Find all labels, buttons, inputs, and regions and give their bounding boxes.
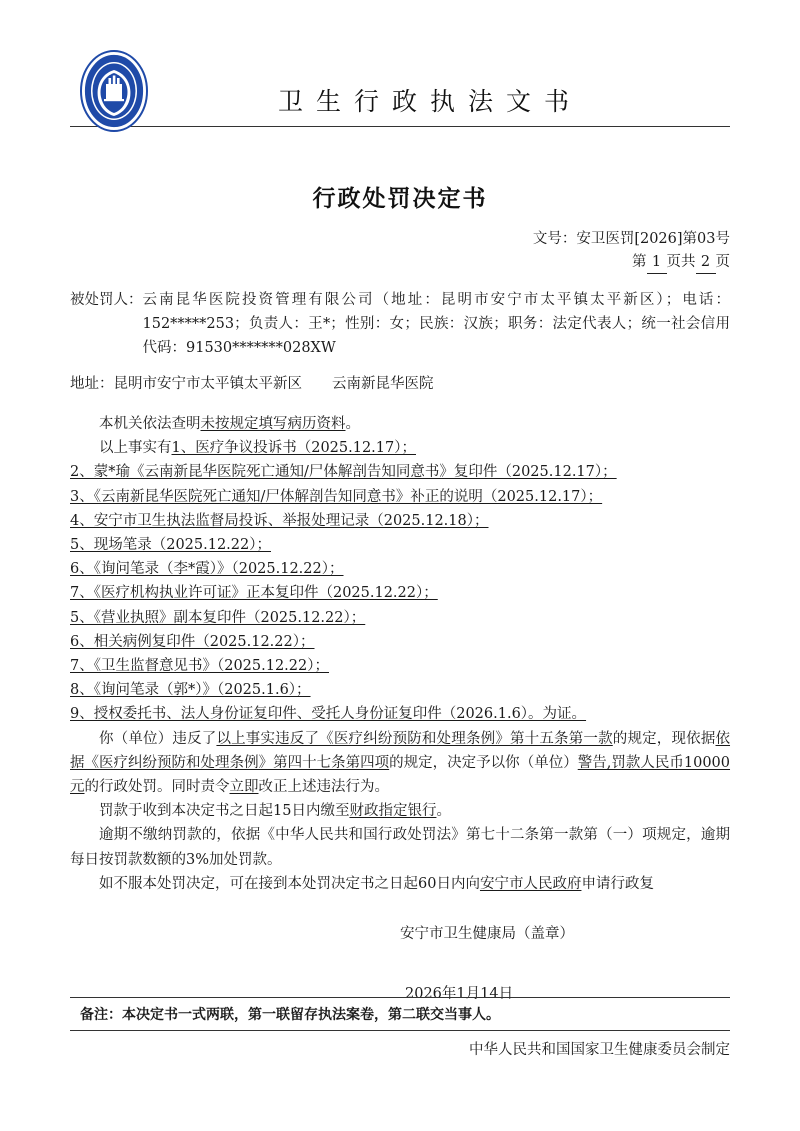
- decision-text-e: 改正上述违法行为。: [258, 779, 389, 796]
- penalized-party-value: 云南昆华医院投资管理有限公司（地址：昆明市安宁市太平镇太平新区）；电话：152*****253；负责人：王*；性别：女；民族：汉族；职务：法定代表人；统一社会信用代码：91530*******028XW: [142, 292, 730, 356]
- footer-note: 备注：本决定书一式两联，第一联留存执法案卷，第二联交当事人。: [80, 1007, 500, 1023]
- header-divider: [70, 126, 730, 127]
- evidence-item: 7、《医疗机构执业许可证》正本复印件（2025.12.22）；: [70, 585, 438, 602]
- page-current: 1: [647, 252, 667, 274]
- decision-text-c: 的规定，决定予以你（单位）: [389, 754, 578, 771]
- appeal-text-b: 申请行政复: [581, 875, 654, 892]
- evidence-item: 4、安宁市卫生执法监督局投诉、举报处理记录（2025.12.18）；: [70, 512, 489, 529]
- document-number-value: 安卫医罚[2026]第03号: [576, 231, 730, 247]
- page-middle: 页共: [666, 254, 696, 270]
- document-number-label: 文号：: [532, 231, 577, 247]
- payment-text-b: 。: [436, 803, 451, 820]
- evidence-item: 9、授权委托书、法人身份证复印件、受托人身份证复印件（2026.1.6）。为证。: [70, 706, 587, 723]
- decision-text-d: 的行政处罚。同时责令: [84, 779, 230, 796]
- address-label: 地址：: [70, 376, 114, 392]
- findings-line: [70, 412, 730, 436]
- evidence-item: 5、现场笔录（2025.12.22）；: [70, 537, 271, 554]
- document-number-line: [70, 229, 730, 250]
- banner-title: 卫生行政执法文书: [277, 87, 582, 116]
- address-row: [70, 372, 730, 396]
- address-institution: 云南新昆华医院: [332, 376, 434, 392]
- evidence-lead: 以上事实有: [99, 440, 172, 457]
- findings-fact-end: 。: [345, 416, 360, 432]
- page-prefix: 第: [632, 254, 647, 270]
- overdue-paragraph: 逾期不缴纳罚款的，依据《中华人民共和国行政处罚法》第七十二条第一款第（一）项规定，逾期每日按罚款数额的3%加处罚款。: [70, 827, 730, 868]
- decision-text-b: 的规定，现依据: [612, 730, 716, 747]
- document-body: [70, 412, 730, 896]
- payment-bank: 财政指定银行: [349, 803, 437, 820]
- findings-lead: 本机关依法查明: [99, 416, 201, 432]
- penalized-party-label: 被处罚人：: [70, 292, 143, 308]
- page-title: 行政处罚决定书: [312, 186, 488, 212]
- evidence-item: 2、蒙*瑜《云南新昆华医院死亡通知/尸体解剖告知同意书》复印件（2025.12.17）；: [70, 464, 617, 481]
- penalized-party-block: [70, 288, 730, 360]
- evidence-item: 3、《云南新昆华医院死亡通知/尸体解剖告知同意书》补正的说明（2025.12.17）；: [70, 488, 603, 505]
- decision-violation-clause: 以上事实违反了《医疗纠纷预防和处理条例》第十五条第一款: [216, 730, 613, 747]
- evidence-item: 6、相关病例复印件（2025.12.22）；: [70, 633, 315, 650]
- evidence-item: 6、《询问笔录（李*霞）》（2025.12.22）；: [70, 561, 344, 578]
- appeal-text-a: 如不服本处罚决定，可在接到本处罚决定书之日起60日内向: [99, 875, 480, 892]
- decision-penalty-clause: 警告,罚款人民币10000元: [70, 754, 731, 796]
- findings-fact: 未按规定填写病历资料: [200, 416, 346, 432]
- evidence-list: [70, 460, 730, 726]
- document-number-block: [70, 229, 730, 274]
- page-suffix: 页: [715, 254, 730, 270]
- evidence-item-1: 1、医疗争议投诉书（2025.12.17）；: [171, 440, 416, 457]
- penalized-party-row: [70, 288, 730, 360]
- health-inspection-emblem-icon: [78, 48, 150, 134]
- footer-maker: 中华人民共和国国家卫生健康委员会制定: [469, 1042, 730, 1058]
- decision-basis-clause: 依据《医疗纠纷预防和处理条例》第四十七条第四项: [70, 730, 731, 771]
- decision-immediate: 立即: [229, 779, 259, 796]
- payment-paragraph: [70, 799, 730, 823]
- payment-text-a: 罚款于收到本决定书之日起15日内缴至: [99, 803, 350, 820]
- evidence-item: 8、《询问笔录（郭*）》（2025.1.6）；: [70, 682, 311, 699]
- appeal-authority: 安宁市人民政府: [479, 875, 582, 892]
- page-total: 2: [696, 252, 716, 274]
- decision-text-a: 你（单位）违反了: [99, 730, 217, 747]
- evidence-item: 5、《营业执照》副本复印件（2025.12.22）；: [70, 609, 366, 626]
- evidence-item: 7、《卫生监督意见书》（2025.12.22）；: [70, 658, 329, 675]
- issue-date: 2026年1月14日: [405, 986, 514, 1003]
- address-value: 昆明市安宁市太平镇太平新区: [113, 376, 302, 392]
- document-footer: [70, 997, 730, 1059]
- document-header: [70, 0, 730, 152]
- decision-paragraph: [70, 727, 730, 800]
- page-indicator: [70, 252, 730, 274]
- evidence-lead-line: [70, 436, 730, 460]
- appeal-paragraph: [70, 872, 730, 896]
- issuing-agency: 安宁市卫生健康局（盖章）: [400, 926, 574, 943]
